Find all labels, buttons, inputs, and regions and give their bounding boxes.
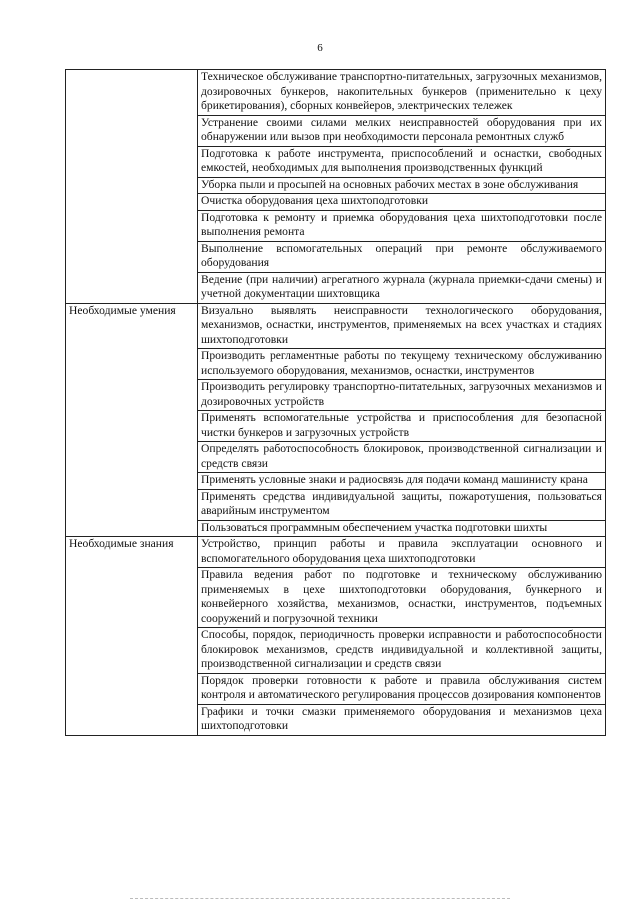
table-cell: Применять вспомогательные устройства и приспособления для безопасной чистки бункеров и загрузочных устройств — [198, 411, 606, 442]
scan-edge-divider — [130, 898, 510, 899]
table-cell: Визуально выявлять неисправности технологического оборудования, механизмов, оснастки, инструментов, применяемых на всех участках и стадиях шихтоподготовки — [198, 303, 606, 349]
section-label-labor-actions — [66, 70, 198, 304]
table-cell: Пользоваться программным обеспечением участка подготовки шихты — [198, 520, 606, 537]
table-cell: Производить регулировку транспортно-питательных, загрузочных механизмов и дозировочных устройств — [198, 380, 606, 411]
table-row — [66, 537, 606, 568]
table-cell: Техническое обслуживание транспортно-питательных, загрузочных механизмов, дозировочных бункеров, накопительных бункеров (применительно к цеху брикетирования), сборных конвейеров, электрических тележек — [198, 70, 606, 116]
table-cell: Ведение (при наличии) агрегатного журнала (журнала приемки-сдачи смены) и учетной документации шихтовщика — [198, 272, 606, 303]
section-label-skills: Необходимые умения — [66, 303, 198, 537]
table-row — [66, 70, 606, 116]
page-number: 6 — [317, 42, 323, 54]
table-row — [66, 303, 606, 349]
table-cell: Применять средства индивидуальной защиты, пожаротушения, пользоваться аварийным инструментом — [198, 489, 606, 520]
table-cell: Устройство, принцип работы и правила эксплуатации основного и вспомогательного оборудования цеха шихтоподготовки — [198, 537, 606, 568]
table-cell: Применять условные знаки и радиосвязь для подачи команд машинисту крана — [198, 473, 606, 490]
table-cell: Уборка пыли и просыпей на основных рабочих местах в зоне обслуживания — [198, 177, 606, 194]
table-cell: Способы, порядок, периодичность проверки исправности и работоспособности блокировок механизмов, средств индивидуальной и коллективной защиты, производственной сигнализации и средств связи — [198, 628, 606, 674]
table-cell: Подготовка к ремонту и приемка оборудования цеха шихтоподготовки после выполнения ремонта — [198, 210, 606, 241]
table-cell: Подготовка к работе инструмента, приспособлений и оснастки, свободных емкостей, необходимых для выполнения производственных функций — [198, 146, 606, 177]
table-cell: Производить регламентные работы по текущему техническому обслуживанию используемого оборудования, механизмов, оснастки, инструментов — [198, 349, 606, 380]
table-cell: Графики и точки смазки применяемого оборудования и механизмов цеха шихтоподготовки — [198, 704, 606, 735]
table-cell: Порядок проверки готовности к работе и правила обслуживания систем контроля и автоматического регулирования процессов дозирования компонентов — [198, 673, 606, 704]
table-cell: Правила ведения работ по подготовке и техническому обслуживанию применяемых в цехе шихтоподготовки оборудования, бункерного и конвейерного хозяйства, механизмов, оснастки, инструментов, подъемных сооружений и погрузочной техники — [198, 568, 606, 628]
table-cell: Устранение своими силами мелких неисправностей оборудования при их обнаружении или вызов при необходимости персонала ремонтных служб — [198, 115, 606, 146]
table-cell: Выполнение вспомогательных операций при ремонте обслуживаемого оборудования — [198, 241, 606, 272]
requirements-table — [65, 69, 606, 736]
table-cell: Определять работоспособность блокировок, производственной сигнализации и средств связи — [198, 442, 606, 473]
section-label-knowledge: Необходимые знания — [66, 537, 198, 736]
table-cell: Очистка оборудования цеха шихтоподготовки — [198, 194, 606, 211]
